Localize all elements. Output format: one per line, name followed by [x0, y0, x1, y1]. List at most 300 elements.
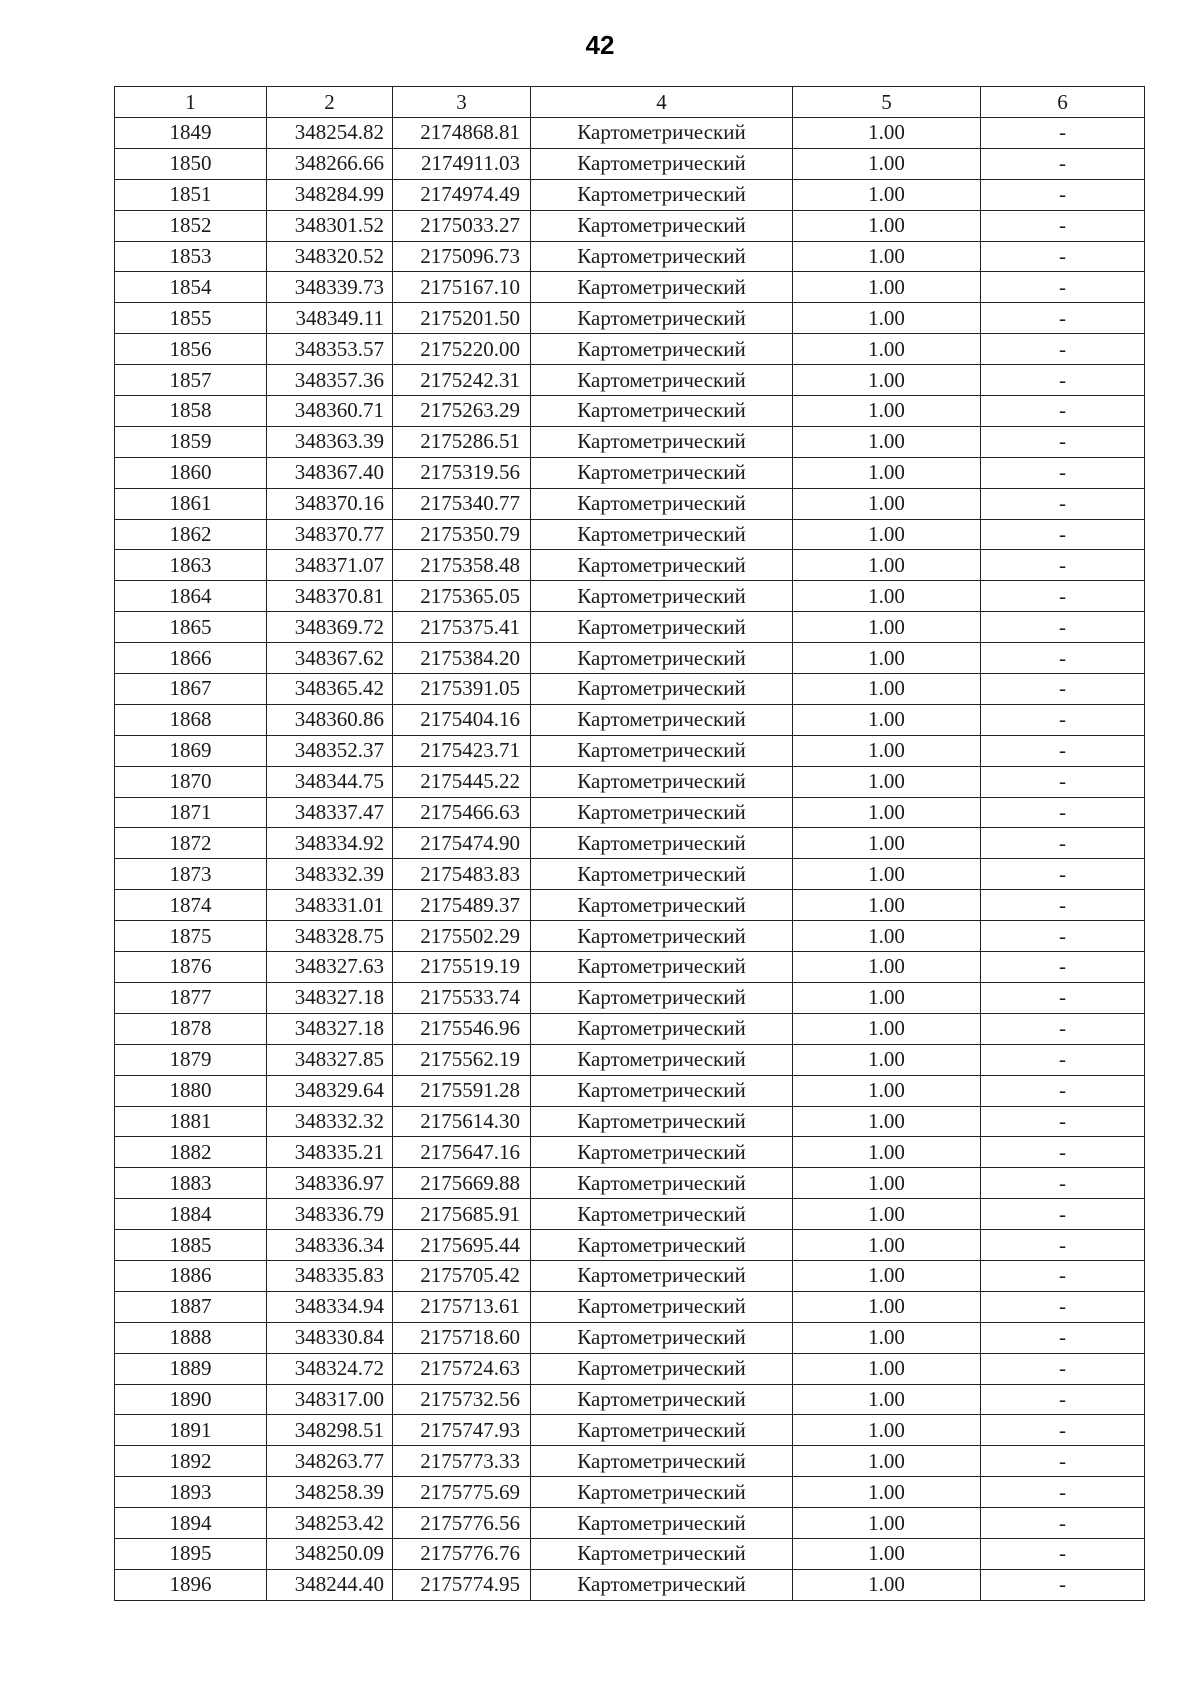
table-row [115, 581, 1145, 612]
cell-method: Картометрический [531, 303, 793, 334]
cell-method: Картометрический [531, 272, 793, 303]
cell-coord-y: 2175263.29 [393, 396, 531, 427]
cell-coord-x: 348329.64 [267, 1075, 393, 1106]
table-row [115, 1415, 1145, 1446]
cell-coord-y: 2175776.76 [393, 1538, 531, 1569]
cell-accuracy: 1.00 [793, 1168, 981, 1199]
cell-note: - [981, 1168, 1145, 1199]
table-row [115, 1168, 1145, 1199]
cell-method: Картометрический [531, 426, 793, 457]
cell-note: - [981, 488, 1145, 519]
table-row [115, 704, 1145, 735]
cell-coord-y: 2175423.71 [393, 735, 531, 766]
cell-point-number: 1885 [115, 1230, 267, 1261]
cell-accuracy: 1.00 [793, 1291, 981, 1322]
cell-coord-y: 2175533.74 [393, 982, 531, 1013]
cell-point-number: 1859 [115, 426, 267, 457]
table-row [115, 1137, 1145, 1168]
cell-accuracy: 1.00 [793, 118, 981, 149]
cell-note: - [981, 426, 1145, 457]
cell-coord-y: 2175614.30 [393, 1106, 531, 1137]
cell-point-number: 1870 [115, 766, 267, 797]
cell-note: - [981, 118, 1145, 149]
cell-method: Картометрический [531, 859, 793, 890]
cell-method: Картометрический [531, 148, 793, 179]
cell-accuracy: 1.00 [793, 550, 981, 581]
cell-coord-x: 348254.82 [267, 118, 393, 149]
cell-coord-x: 348336.79 [267, 1199, 393, 1230]
table-row [115, 1353, 1145, 1384]
table-row [115, 488, 1145, 519]
cell-method: Картометрический [531, 1075, 793, 1106]
cell-method: Картометрический [531, 1168, 793, 1199]
cell-note: - [981, 1569, 1145, 1600]
cell-coord-y: 2175669.88 [393, 1168, 531, 1199]
table-row [115, 921, 1145, 952]
cell-note: - [981, 1446, 1145, 1477]
cell-method: Картометрический [531, 1446, 793, 1477]
cell-point-number: 1849 [115, 118, 267, 149]
cell-note: - [981, 1538, 1145, 1569]
cell-coord-y: 2175647.16 [393, 1137, 531, 1168]
cell-method: Картометрический [531, 797, 793, 828]
cell-coord-y: 2175773.33 [393, 1446, 531, 1477]
cell-accuracy: 1.00 [793, 396, 981, 427]
cell-point-number: 1867 [115, 674, 267, 705]
cell-accuracy: 1.00 [793, 1538, 981, 1569]
cell-point-number: 1861 [115, 488, 267, 519]
cell-coord-y: 2175519.19 [393, 952, 531, 983]
table-row [115, 890, 1145, 921]
cell-accuracy: 1.00 [793, 1446, 981, 1477]
cell-point-number: 1851 [115, 179, 267, 210]
table-row [115, 1384, 1145, 1415]
cell-coord-x: 348349.11 [267, 303, 393, 334]
cell-coord-x: 348360.86 [267, 704, 393, 735]
cell-coord-y: 2175445.22 [393, 766, 531, 797]
table-header [115, 87, 1145, 118]
cell-coord-y: 2175713.61 [393, 1291, 531, 1322]
table-row [115, 1106, 1145, 1137]
cell-point-number: 1893 [115, 1477, 267, 1508]
table-row [115, 1013, 1145, 1044]
cell-coord-x: 348335.21 [267, 1137, 393, 1168]
cell-point-number: 1884 [115, 1199, 267, 1230]
cell-note: - [981, 148, 1145, 179]
cell-accuracy: 1.00 [793, 1260, 981, 1291]
cell-note: - [981, 1477, 1145, 1508]
cell-coord-x: 348337.47 [267, 797, 393, 828]
cell-note: - [981, 1013, 1145, 1044]
cell-coord-x: 348357.36 [267, 365, 393, 396]
cell-accuracy: 1.00 [793, 519, 981, 550]
cell-point-number: 1881 [115, 1106, 267, 1137]
cell-point-number: 1863 [115, 550, 267, 581]
cell-accuracy: 1.00 [793, 1415, 981, 1446]
cell-method: Картометрический [531, 1137, 793, 1168]
cell-point-number: 1877 [115, 982, 267, 1013]
cell-note: - [981, 550, 1145, 581]
cell-method: Картометрический [531, 1569, 793, 1600]
cell-coord-x: 348330.84 [267, 1322, 393, 1353]
cell-note: - [981, 1384, 1145, 1415]
cell-accuracy: 1.00 [793, 704, 981, 735]
cell-coord-x: 348320.52 [267, 241, 393, 272]
cell-coord-x: 348327.18 [267, 982, 393, 1013]
cell-accuracy: 1.00 [793, 1044, 981, 1075]
cell-note: - [981, 704, 1145, 735]
cell-accuracy: 1.00 [793, 1569, 981, 1600]
cell-method: Картометрический [531, 365, 793, 396]
cell-note: - [981, 921, 1145, 952]
cell-accuracy: 1.00 [793, 982, 981, 1013]
cell-note: - [981, 365, 1145, 396]
cell-note: - [981, 674, 1145, 705]
cell-point-number: 1879 [115, 1044, 267, 1075]
cell-method: Картометрический [531, 334, 793, 365]
table-row [115, 179, 1145, 210]
cell-coord-y: 2175096.73 [393, 241, 531, 272]
cell-accuracy: 1.00 [793, 210, 981, 241]
cell-coord-x: 348336.34 [267, 1230, 393, 1261]
cell-accuracy: 1.00 [793, 1199, 981, 1230]
cell-coord-x: 348332.32 [267, 1106, 393, 1137]
cell-point-number: 1868 [115, 704, 267, 735]
cell-coord-y: 2175391.05 [393, 674, 531, 705]
cell-accuracy: 1.00 [793, 766, 981, 797]
cell-point-number: 1873 [115, 859, 267, 890]
cell-note: - [981, 797, 1145, 828]
cell-coord-y: 2175242.31 [393, 365, 531, 396]
cell-accuracy: 1.00 [793, 365, 981, 396]
cell-point-number: 1892 [115, 1446, 267, 1477]
cell-coord-x: 348370.81 [267, 581, 393, 612]
cell-coord-x: 348327.63 [267, 952, 393, 983]
cell-coord-x: 348370.16 [267, 488, 393, 519]
cell-point-number: 1855 [115, 303, 267, 334]
cell-accuracy: 1.00 [793, 1137, 981, 1168]
cell-method: Картометрический [531, 1199, 793, 1230]
cell-coord-x: 348369.72 [267, 612, 393, 643]
cell-coord-y: 2174868.81 [393, 118, 531, 149]
cell-coord-y: 2175365.05 [393, 581, 531, 612]
cell-method: Картометрический [531, 1477, 793, 1508]
cell-coord-y: 2175724.63 [393, 1353, 531, 1384]
table-row [115, 982, 1145, 1013]
cell-point-number: 1882 [115, 1137, 267, 1168]
cell-coord-y: 2175775.69 [393, 1477, 531, 1508]
cell-accuracy: 1.00 [793, 1384, 981, 1415]
cell-method: Картометрический [531, 704, 793, 735]
cell-coord-x: 348253.42 [267, 1508, 393, 1539]
cell-note: - [981, 303, 1145, 334]
table-row [115, 1199, 1145, 1230]
cell-coord-y: 2175466.63 [393, 797, 531, 828]
cell-accuracy: 1.00 [793, 272, 981, 303]
cell-accuracy: 1.00 [793, 426, 981, 457]
cell-note: - [981, 1199, 1145, 1230]
cell-accuracy: 1.00 [793, 1075, 981, 1106]
cell-coord-x: 348336.97 [267, 1168, 393, 1199]
cell-method: Картометрический [531, 1384, 793, 1415]
table-row [115, 1075, 1145, 1106]
cell-note: - [981, 1230, 1145, 1261]
table-row [115, 1044, 1145, 1075]
cell-coord-y: 2175319.56 [393, 457, 531, 488]
cell-accuracy: 1.00 [793, 797, 981, 828]
cell-note: - [981, 766, 1145, 797]
cell-method: Картометрический [531, 674, 793, 705]
cell-coord-y: 2174911.03 [393, 148, 531, 179]
cell-note: - [981, 612, 1145, 643]
cell-method: Картометрический [531, 457, 793, 488]
cell-method: Картометрический [531, 828, 793, 859]
cell-note: - [981, 1044, 1145, 1075]
cell-note: - [981, 179, 1145, 210]
cell-coord-x: 348263.77 [267, 1446, 393, 1477]
cell-point-number: 1872 [115, 828, 267, 859]
cell-accuracy: 1.00 [793, 457, 981, 488]
cell-coord-y: 2175340.77 [393, 488, 531, 519]
cell-accuracy: 1.00 [793, 303, 981, 334]
cell-coord-y: 2175201.50 [393, 303, 531, 334]
cell-coord-y: 2175483.83 [393, 859, 531, 890]
cell-point-number: 1866 [115, 643, 267, 674]
cell-coord-y: 2175220.00 [393, 334, 531, 365]
cell-coord-x: 348370.77 [267, 519, 393, 550]
cell-method: Картометрический [531, 581, 793, 612]
table-body [115, 118, 1145, 1601]
cell-coord-y: 2175747.93 [393, 1415, 531, 1446]
cell-coord-x: 348331.01 [267, 890, 393, 921]
cell-coord-y: 2175474.90 [393, 828, 531, 859]
table-row [115, 1291, 1145, 1322]
table-row [115, 643, 1145, 674]
cell-accuracy: 1.00 [793, 581, 981, 612]
cell-point-number: 1889 [115, 1353, 267, 1384]
cell-coord-y: 2175732.56 [393, 1384, 531, 1415]
cell-accuracy: 1.00 [793, 1477, 981, 1508]
cell-method: Картометрический [531, 952, 793, 983]
cell-method: Картометрический [531, 1260, 793, 1291]
cell-method: Картометрический [531, 735, 793, 766]
cell-method: Картометрический [531, 1322, 793, 1353]
cell-point-number: 1890 [115, 1384, 267, 1415]
header-cell-6: 6 [981, 87, 1145, 118]
cell-coord-x: 348266.66 [267, 148, 393, 179]
cell-coord-y: 2175375.41 [393, 612, 531, 643]
cell-coord-y: 2175384.20 [393, 643, 531, 674]
table-row [115, 952, 1145, 983]
table-row [115, 396, 1145, 427]
cell-coord-x: 348367.62 [267, 643, 393, 674]
cell-note: - [981, 1291, 1145, 1322]
cell-point-number: 1874 [115, 890, 267, 921]
cell-coord-x: 348365.42 [267, 674, 393, 705]
table-row [115, 426, 1145, 457]
cell-accuracy: 1.00 [793, 1322, 981, 1353]
table-row [115, 334, 1145, 365]
cell-coord-y: 2174974.49 [393, 179, 531, 210]
cell-method: Картометрический [531, 179, 793, 210]
cell-point-number: 1865 [115, 612, 267, 643]
cell-accuracy: 1.00 [793, 179, 981, 210]
cell-coord-x: 348284.99 [267, 179, 393, 210]
header-cell-5: 5 [793, 87, 981, 118]
table-row [115, 550, 1145, 581]
cell-accuracy: 1.00 [793, 828, 981, 859]
cell-method: Картометрический [531, 1353, 793, 1384]
cell-method: Картометрический [531, 210, 793, 241]
cell-coord-y: 2175167.10 [393, 272, 531, 303]
cell-point-number: 1880 [115, 1075, 267, 1106]
cell-accuracy: 1.00 [793, 1230, 981, 1261]
header-cell-1: 1 [115, 87, 267, 118]
cell-coord-y: 2175286.51 [393, 426, 531, 457]
table-row [115, 457, 1145, 488]
cell-point-number: 1860 [115, 457, 267, 488]
table-row [115, 241, 1145, 272]
cell-accuracy: 1.00 [793, 674, 981, 705]
cell-accuracy: 1.00 [793, 952, 981, 983]
cell-point-number: 1896 [115, 1569, 267, 1600]
cell-method: Картометрический [531, 550, 793, 581]
cell-coord-x: 348371.07 [267, 550, 393, 581]
cell-coord-x: 348332.39 [267, 859, 393, 890]
cell-coord-x: 348327.85 [267, 1044, 393, 1075]
cell-coord-x: 348324.72 [267, 1353, 393, 1384]
cell-point-number: 1891 [115, 1415, 267, 1446]
cell-method: Картометрический [531, 1538, 793, 1569]
header-cell-4: 4 [531, 87, 793, 118]
cell-coord-x: 348352.37 [267, 735, 393, 766]
cell-method: Картометрический [531, 1106, 793, 1137]
cell-method: Картометрический [531, 1508, 793, 1539]
cell-accuracy: 1.00 [793, 334, 981, 365]
cell-note: - [981, 396, 1145, 427]
table-row [115, 674, 1145, 705]
table-row [115, 1260, 1145, 1291]
cell-point-number: 1895 [115, 1538, 267, 1569]
cell-coord-x: 348317.00 [267, 1384, 393, 1415]
cell-coord-x: 348363.39 [267, 426, 393, 457]
cell-coord-y: 2175489.37 [393, 890, 531, 921]
cell-coord-y: 2175033.27 [393, 210, 531, 241]
cell-coord-y: 2175705.42 [393, 1260, 531, 1291]
table-row [115, 303, 1145, 334]
cell-method: Картометрический [531, 766, 793, 797]
cell-coord-x: 348360.71 [267, 396, 393, 427]
cell-accuracy: 1.00 [793, 241, 981, 272]
cell-coord-y: 2175502.29 [393, 921, 531, 952]
table-row [115, 519, 1145, 550]
cell-method: Картометрический [531, 118, 793, 149]
cell-point-number: 1887 [115, 1291, 267, 1322]
cell-note: - [981, 272, 1145, 303]
cell-method: Картометрический [531, 1013, 793, 1044]
cell-method: Картометрический [531, 890, 793, 921]
cell-point-number: 1871 [115, 797, 267, 828]
header-cell-2: 2 [267, 87, 393, 118]
cell-point-number: 1883 [115, 1168, 267, 1199]
cell-note: - [981, 241, 1145, 272]
cell-note: - [981, 1508, 1145, 1539]
table-row [115, 1446, 1145, 1477]
cell-accuracy: 1.00 [793, 859, 981, 890]
cell-coord-x: 348339.73 [267, 272, 393, 303]
header-row [115, 87, 1145, 118]
cell-coord-x: 348258.39 [267, 1477, 393, 1508]
cell-coord-x: 348334.92 [267, 828, 393, 859]
cell-point-number: 1853 [115, 241, 267, 272]
cell-coord-x: 348250.09 [267, 1538, 393, 1569]
cell-point-number: 1856 [115, 334, 267, 365]
cell-coord-x: 348367.40 [267, 457, 393, 488]
cell-note: - [981, 581, 1145, 612]
cell-note: - [981, 982, 1145, 1013]
cell-point-number: 1876 [115, 952, 267, 983]
cell-coord-y: 2175695.44 [393, 1230, 531, 1261]
cell-note: - [981, 952, 1145, 983]
cell-accuracy: 1.00 [793, 148, 981, 179]
table-row [115, 735, 1145, 766]
cell-accuracy: 1.00 [793, 1013, 981, 1044]
table-row [115, 1569, 1145, 1600]
cell-accuracy: 1.00 [793, 1353, 981, 1384]
cell-coord-x: 348328.75 [267, 921, 393, 952]
table-row [115, 612, 1145, 643]
cell-accuracy: 1.00 [793, 643, 981, 674]
cell-point-number: 1852 [115, 210, 267, 241]
cell-note: - [981, 1137, 1145, 1168]
cell-note: - [981, 859, 1145, 890]
cell-coord-y: 2175546.96 [393, 1013, 531, 1044]
cell-method: Картометрический [531, 1044, 793, 1075]
cell-point-number: 1869 [115, 735, 267, 766]
table-row [115, 859, 1145, 890]
cell-coord-y: 2175358.48 [393, 550, 531, 581]
table-row [115, 210, 1145, 241]
cell-note: - [981, 457, 1145, 488]
cell-method: Картометрический [531, 612, 793, 643]
cell-method: Картометрический [531, 488, 793, 519]
cell-note: - [981, 1322, 1145, 1353]
cell-point-number: 1875 [115, 921, 267, 952]
cell-coord-y: 2175404.16 [393, 704, 531, 735]
cell-point-number: 1894 [115, 1508, 267, 1539]
cell-coord-x: 348335.83 [267, 1260, 393, 1291]
cell-coord-y: 2175718.60 [393, 1322, 531, 1353]
cell-accuracy: 1.00 [793, 1106, 981, 1137]
cell-coord-x: 348334.94 [267, 1291, 393, 1322]
cell-coord-y: 2175776.56 [393, 1508, 531, 1539]
table-row [115, 365, 1145, 396]
cell-coord-x: 348327.18 [267, 1013, 393, 1044]
cell-method: Картометрический [531, 1230, 793, 1261]
cell-note: - [981, 1353, 1145, 1384]
cell-note: - [981, 890, 1145, 921]
cell-point-number: 1857 [115, 365, 267, 396]
table-row [115, 1508, 1145, 1539]
cell-method: Картометрический [531, 982, 793, 1013]
cell-method: Картометрический [531, 1415, 793, 1446]
table-row [115, 118, 1145, 149]
cell-point-number: 1850 [115, 148, 267, 179]
cell-coord-y: 2175685.91 [393, 1199, 531, 1230]
cell-coord-x: 348298.51 [267, 1415, 393, 1446]
cell-coord-y: 2175350.79 [393, 519, 531, 550]
cell-note: - [981, 1415, 1145, 1446]
